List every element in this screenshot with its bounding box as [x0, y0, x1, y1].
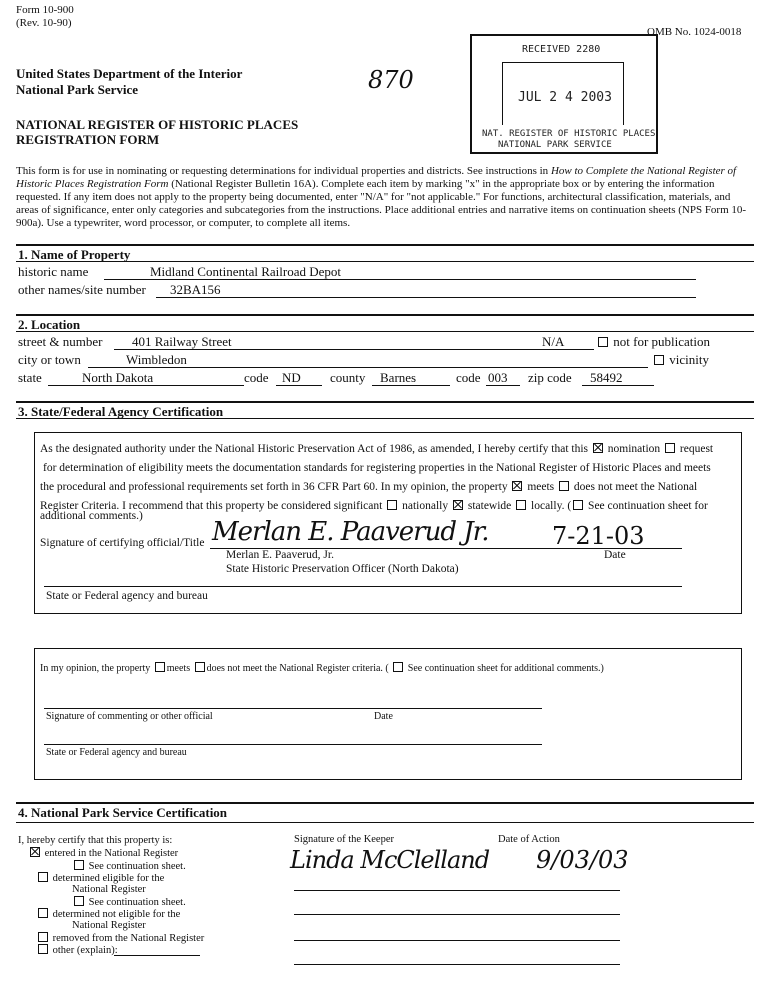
continuation-sheet-checkbox[interactable]: [573, 500, 583, 510]
county-field[interactable]: Barnes: [372, 370, 450, 386]
see-continuation-2-checkbox[interactable]: [74, 896, 84, 906]
street-field[interactable]: 401 Railway Street: [114, 334, 594, 350]
section-2-title: 2. Location: [18, 317, 81, 332]
agency-2-label: State or Federal agency and bureau: [46, 747, 187, 758]
keeper-signature-label: Signature of the Keeper: [294, 834, 395, 845]
other-names-label: other names/site number: [18, 282, 146, 297]
section-1-underline: [16, 261, 754, 262]
handwritten-number: 870: [368, 66, 414, 94]
street-label: street & number: [18, 334, 103, 349]
nomination-checkbox[interactable]: [593, 443, 603, 453]
keeper-signature: Linda McClelland: [290, 846, 490, 874]
removed-option: removed from the National Register: [36, 932, 204, 944]
see-continuation-2: See continuation sheet.: [72, 896, 186, 908]
nationally-checkbox[interactable]: [387, 500, 397, 510]
code-label: code: [244, 370, 269, 385]
state-field[interactable]: North Dakota: [48, 370, 244, 386]
section-2-underline: [16, 331, 754, 332]
determined-eligible-line-2: National Register: [72, 884, 146, 895]
keeper-line-3: [294, 940, 620, 941]
removed-checkbox[interactable]: [38, 932, 48, 942]
opinion-does-not-meet-checkbox[interactable]: [195, 662, 205, 672]
agency-2-line: [44, 744, 542, 745]
not-for-publication: not for publication: [596, 334, 710, 350]
signature-commenting-label: Signature of commenting or other official: [46, 711, 213, 722]
other-names-field[interactable]: 32BA156: [156, 282, 696, 298]
historic-name-label: historic name: [18, 264, 89, 279]
section-4-title: 4. National Park Service Certification: [18, 805, 228, 820]
county-label: county: [330, 370, 366, 385]
other-checkbox[interactable]: [38, 944, 48, 954]
agency-label: State or Federal agency and bureau: [46, 590, 208, 602]
historic-name-field[interactable]: Midland Continental Railroad Depot: [104, 264, 696, 280]
see-continuation-1: See continuation sheet.: [72, 860, 186, 872]
not-eligible-line-2: National Register: [72, 920, 146, 931]
keeper-line-2: [294, 914, 620, 915]
opinion-meets-checkbox[interactable]: [155, 662, 165, 672]
county-code-field[interactable]: 003: [486, 370, 520, 386]
not-for-publication-checkbox[interactable]: [598, 337, 608, 347]
opinion-statement: In my opinion, the property meets does not meet the National Register criteria. ( See continuation sheet for additional comments.): [40, 663, 604, 674]
section-4-underline: [16, 822, 754, 823]
state-label: state: [18, 370, 42, 385]
request-checkbox[interactable]: [665, 443, 675, 453]
stamp-line-1: NAT. REGISTER OF HISTORIC PLACES: [482, 129, 656, 139]
stamp-received: RECEIVED 2280: [522, 44, 601, 55]
does-not-meet-checkbox[interactable]: [559, 481, 569, 491]
stamp-date: JUL 2 4 2003: [518, 90, 612, 105]
signature-commenting-line: [44, 708, 542, 709]
date-of-action: 9/03/03: [536, 846, 629, 874]
vicinity: vicinity: [652, 352, 709, 368]
statewide-checkbox[interactable]: [453, 500, 463, 510]
date-of-action-label: Date of Action: [498, 834, 560, 845]
keeper-line-4: [294, 964, 620, 965]
see-continuation-1-checkbox[interactable]: [74, 860, 84, 870]
form-number: Form 10-900: [16, 4, 74, 16]
date-2-label: Date: [374, 711, 393, 722]
county-code-label: code: [456, 370, 481, 385]
official-title: State Historic Preservation Officer (North Dakota): [226, 563, 459, 575]
section-2-rule: [16, 314, 754, 316]
determined-eligible-option: determined eligible for the: [36, 872, 164, 884]
not-eligible-option: determined not eligible for the: [36, 908, 180, 920]
meets-checkbox[interactable]: [512, 481, 522, 491]
omb-number: OMB No. 1024-0018: [647, 26, 742, 38]
city-field[interactable]: Wimbledon: [88, 352, 648, 368]
instructions-paragraph: This form is for use in nominating or requesting determinations for individual properties and districts. See instructions in How to Complete the National Register of Historic Places Registration Form (National Register Bulletin 16A). Complete each item by marking "x" in the appropriate box or by entering the information requested. If any item does not apply to the property being documented, enter "N/A" for "not applicable." For functions, architectural classification, materials, and areas of significance, enter only categories and subcategories from the instructions. Place additional entries and narrative items on continuation sheets (NPS Form 10-900a). Use a typewriter, word processor, or computer, to complete all items.: [16, 165, 747, 229]
keeper-line-1: [294, 890, 620, 891]
section-1-rule: [16, 244, 754, 246]
section-3-title: 3. State/Federal Agency Certification: [18, 404, 224, 419]
department-line-2: National Park Service: [16, 82, 139, 97]
department-line-1: United States Department of the Interior: [16, 66, 243, 81]
date-label: Date: [604, 549, 626, 561]
agency-line: [44, 586, 682, 587]
additional-comments: additional comments.): [40, 510, 143, 522]
form-title-line-2: REGISTRATION FORM: [16, 132, 160, 147]
opinion-continuation-checkbox[interactable]: [393, 662, 403, 672]
section-4-rule: [16, 802, 754, 804]
state-code-field[interactable]: ND: [276, 370, 322, 386]
certification-statement: As the designated authority under the National Historic Preservation Act of 1986, as amended, I hereby certify that this nomination request for determination of eligibility meets the documentation standards for registering properties in the National Register of Historic Places and meets the procedural and professional requirements set forth in 36 CFR Part 60. In my opinion, the property meets does not meet the National Register Criteria. I recommend that this property be considered significant nationally statewide locally. ( See continuation sheet for: [40, 443, 714, 512]
other-explain-line: [114, 955, 200, 956]
official-signature: Merlan E. Paaverud Jr.: [212, 517, 489, 547]
zip-label: zip code: [528, 370, 572, 385]
form-title-line-1: NATIONAL REGISTER OF HISTORIC PLACES: [16, 117, 299, 132]
official-name: Merlan E. Paaverud, Jr.: [226, 549, 334, 561]
certification-date: 7-21-03: [552, 522, 645, 550]
entered-checkbox[interactable]: [30, 847, 40, 857]
section-1-title: 1. Name of Property: [18, 247, 131, 262]
section-3-rule: [16, 401, 754, 403]
zip-field[interactable]: 58492: [582, 370, 654, 386]
entered-option: entered in the National Register: [28, 847, 178, 859]
vicinity-checkbox[interactable]: [654, 355, 664, 365]
other-option: other (explain):: [36, 944, 118, 956]
stamp-line-2: NATIONAL PARK SERVICE: [498, 140, 612, 150]
locally-checkbox[interactable]: [516, 500, 526, 510]
section-3-underline: [16, 418, 754, 419]
received-stamp: [470, 34, 658, 154]
not-eligible-checkbox[interactable]: [38, 908, 48, 918]
form-revision: (Rev. 10-90): [16, 17, 72, 29]
signature-official-label: Signature of certifying official/Title: [40, 537, 205, 549]
city-label: city or town: [18, 352, 81, 367]
na-value: N/A: [542, 334, 565, 349]
determined-eligible-checkbox[interactable]: [38, 872, 48, 882]
nps-certify-line: I, hereby certify that this property is:: [18, 835, 173, 846]
